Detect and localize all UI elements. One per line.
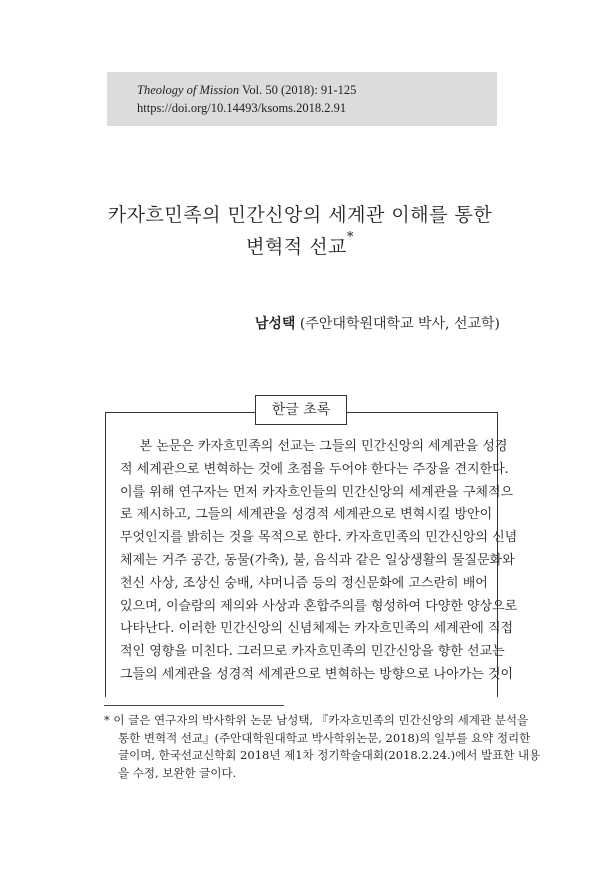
author-name: 남성택 bbox=[254, 316, 296, 332]
abstract-line: 적 세계관으로 변혁하는 것에 초점을 두어야 한다는 주장을 견지한다. bbox=[120, 461, 509, 477]
author-line bbox=[255, 313, 500, 333]
paper-title-line-2 bbox=[60, 232, 540, 259]
footnote-line: * 이 글은 연구자의 박사학위 논문 남성택, 『카자흐민족의 민간신앙의 세계관 분석을 bbox=[104, 713, 529, 727]
footnote-line: 통한 변혁적 선교』(주안대학원대학교 박사학위논문, 2018)의 일부를 요약 정리한 bbox=[118, 730, 531, 745]
abstract-line: 무엇인지를 밝히는 것을 목적으로 한다. 카자흐민족의 민간신앙의 신념 bbox=[120, 530, 518, 546]
paper-title-line-1: 카자흐민족의 민간신앙의 세계관 이해를 통한 bbox=[107, 204, 493, 226]
footnote-line: 을 수정, 보완한 글이다. bbox=[118, 765, 237, 780]
footnote-divider bbox=[104, 705, 284, 706]
abstract-line: 본 논문은 카자흐민족의 선교는 그들의 민간신앙의 세계관을 성경 bbox=[139, 439, 508, 454]
journal-doi: https://doi.org/10.14493/ksoms.2018.2.91 bbox=[137, 101, 347, 115]
journal-citation bbox=[137, 81, 497, 99]
abstract-line: 있으며, 이슬람의 제의와 사상과 혼합주의를 형성하여 다양한 양상으로 bbox=[120, 598, 518, 614]
footnote-mark: * bbox=[346, 230, 354, 245]
abstract-line: 체제는 거주 공간, 동물(가축), 불, 음식과 같은 일상생활의 물질문화와 bbox=[120, 552, 515, 568]
abstract-line: 로 제시하고, 그들의 세계관을 성경적 세계관으로 변혁시킬 방안이 bbox=[120, 507, 493, 523]
abstract-line: 그들의 세계관을 성경적 세계관으로 변혁하는 방향으로 나아가는 것이 bbox=[120, 666, 514, 682]
author-affiliation: (주안대학원대학교 박사, 선교학) bbox=[299, 316, 500, 332]
abstract-body bbox=[120, 436, 518, 687]
journal-info-box bbox=[107, 72, 497, 126]
abstract-line: 나타난다. 이러한 민간신앙의 신념체제는 카자흐민족의 세계관에 직접 bbox=[120, 621, 514, 637]
footnote bbox=[104, 712, 541, 782]
abstract-heading: 한글 초록 bbox=[255, 395, 347, 425]
abstract-line: 적인 영향을 미친다. 그러므로 카자흐민족의 민간신앙을 향한 선교는 bbox=[120, 644, 505, 660]
abstract-line: 천신 사상, 조상신 숭배, 샤머니즘 등의 정신문화에 고스란히 배어 bbox=[120, 575, 488, 591]
paper-title-line-2-text: 변혁적 선교 bbox=[246, 236, 347, 258]
abstract-line: 이를 위해 연구자는 먼저 카자흐인들의 민간신앙의 세계관을 구체적으 bbox=[120, 484, 514, 500]
journal-volume: Vol. 50 (2018): 91-125 bbox=[242, 83, 357, 97]
footnote-line: 글이며, 한국선교신학회 2018년 제1차 정기학술대회(2018.2.24.)에서 발표한 내용 bbox=[118, 748, 541, 762]
journal-name: Theology of Mission bbox=[137, 83, 240, 97]
